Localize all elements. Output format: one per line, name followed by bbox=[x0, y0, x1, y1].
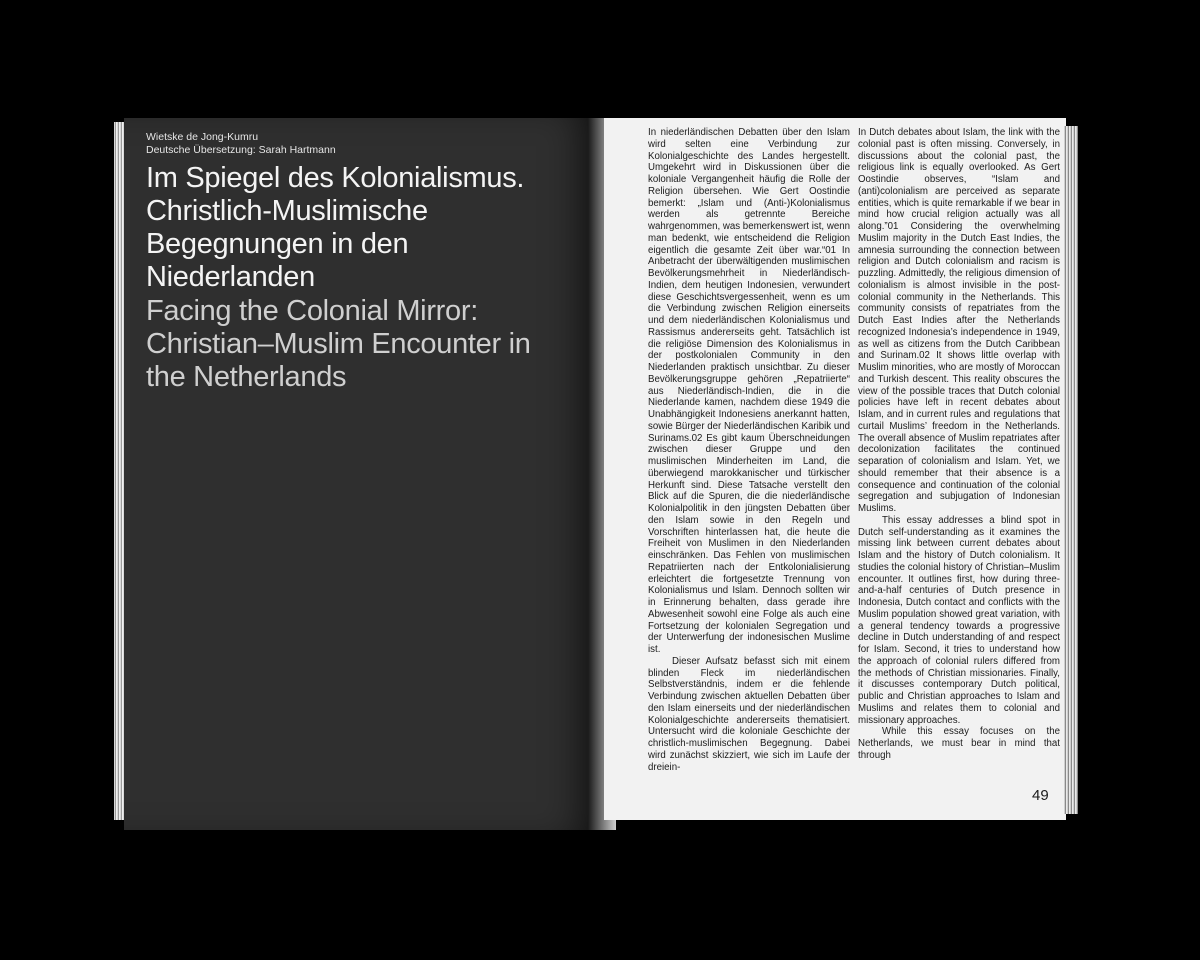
english-paragraph-2: This essay addresses a blind spot in Dutch self-understanding as it examines the missing link between current debates about Islam and the history of Dutch colonialism. It studies the colonial history of Christian–Muslim encounter. It outlines first, how during three-and-a-half centuries of Dutch presence in Indonesia, Dutch contact and conflicts with the Muslim population showed great variation, with a general tendency towards a progressive decline in Dutch understanding of and respect for Islam. Second, it tries to understand how the approach of colonial rulers differed from the methods of Christian missionaries. Finally, it discusses contemporary Dutch political, public and Christian approaches to Islam and Muslims and relates them to colonial and missionary approaches. bbox=[858, 514, 1060, 726]
title-english: Facing the Colonial Mirror: Christian–Muslim Encounter in the Netherlands bbox=[146, 295, 531, 393]
title-german: Im Spiegel des Kolonialismus. Christlich-Muslimische Begegnungen in den Niederlanden bbox=[146, 162, 525, 293]
german-paragraph-2: Dieser Aufsatz befasst sich mit einem blinden Fleck im niederländischen Selbstverständnis, indem er die fehlende Verbindung zwischen aktuellen Debatten über den Islam einerseits und der niederländischen Kolonialgeschichte andererseits thematisiert. Untersucht wird die koloniale Geschichte der christlich-muslimischen Begegnung. Dabei wird zunächst skizziert, wie sich im Laufe der dreiein- bbox=[648, 655, 850, 773]
author-name: Wietske de Jong-Kumru bbox=[146, 131, 259, 143]
german-paragraph-1: In niederländischen Debatten über den Islam wird selten eine Verbindung zur Kolonialgeschichte des Landes hergestellt. Umgekehrt wird in Diskussionen über die koloniale Vergangenheit häufig die Rolle der Religion übersehen. Wie Gert Oostindie bemerkt: „Islam und (Anti-)Kolonialismus werden als getrennte Bereiche wahrgenommen, was bemerkenswert ist, wenn man bedenkt, wie entscheidend die Religion eigentlich die gesamte Zeit über war.“01 In Anbetracht der überwältigenden muslimischen Bevölkerungsmehrheit in Niederländisch-Indien, dem heutigen Indonesien, verwundert diese Geschichtsvergessenheit, wenn es um die Verbindung zwischen Religion einerseits und dem niederländischen Kolonialismus und Rassismus andererseits geht. Tatsächlich ist die religiöse Dimension des Kolonialismus in der postkolonialen Community in den Niederlanden praktisch unsichtbar. Zu dieser Bevölkerungsgruppe gehören „Repatriierte“ aus Niederländisch-Indien, die in die Niederlande kamen, nachdem diese 1949 die Unabhängigkeit Indonesiens anerkannt hatten, sowie Bürger der Niederländischen Karibik und Surinams.02 Es gibt kaum Überschneidungen zwischen dieser Gruppe und den muslimischen Minderheiten im Land, die überwiegend marokkanischer und türkischer Herkunft sind. Diese Tatsache verstellt den Blick auf die Spuren, die die niederländische Kolonialpolitik in den jüngsten Debatten über den Islam sowie in den Regeln und Vorschriften hinterlassen hat, die heute die Freiheit von Muslimen in den Niederlanden einschränken. Das Fehlen von muslimischen Repatriierten nach der Entkolonialisierung erleichtert die fortgesetzte Trennung von Kolonialismus und Islam. Dennoch sollten wir in Erinnerung behalten, dass gerade ihre Abwesenheit sowohl eine Folge als auch eine Fortsetzung der kolonialen Segregation und der Unterwerfung der indonesischen Muslime ist. bbox=[648, 127, 850, 655]
right-page-edges bbox=[1064, 126, 1078, 814]
english-paragraph-1: In Dutch debates about Islam, the link with the colonial past is often missing. Conversely, in discussions about the colonial past, the religious link is equally overlooked. As Gert Oostindie observes, “Islam and (anti)colonialism are perceived as separate entities, which is quite remarkable if we bear in mind how crucial religion actually was all along.”01 Considering the overwhelming Muslim majority in the Dutch East Indies, the amnesia surrounding the connection between religion and Dutch colonialism and racism is puzzling. Admittedly, the religious dimension of colonialism is almost invisible in the post-colonial community in the Netherlands. This community consists of repatriates from the Dutch East Indies after the Netherlands recognized Indonesia’s independence in 1949, as well as citizens from the Dutch Caribbean and Surinam.02 It shows little overlap with Muslim minorities, who are mostly of Moroccan and Turkish descent. This reality obscures the view of the possible traces that Dutch colonial policies have left in recent debates about Islam, and in current rules and regulations that curtail Muslims’ freedom in the Netherlands. The overall absence of Muslim repatriates after decolonization facilitates the continued separation of colonialism and Islam. Yet, we should remember that their absence is a consequence and continuation of the colonial segregation and subjugation of Indonesian Muslims. bbox=[858, 127, 1060, 514]
english-paragraph-3: While this essay focuses on the Netherlands, we must bear in mind that through bbox=[858, 726, 1060, 761]
author-credits bbox=[146, 131, 336, 157]
german-text-column bbox=[648, 127, 850, 773]
english-text-column bbox=[858, 127, 1060, 762]
page-number: 49 bbox=[1032, 787, 1049, 804]
translator-credit: Deutsche Übersetzung: Sarah Hartmann bbox=[146, 144, 336, 156]
